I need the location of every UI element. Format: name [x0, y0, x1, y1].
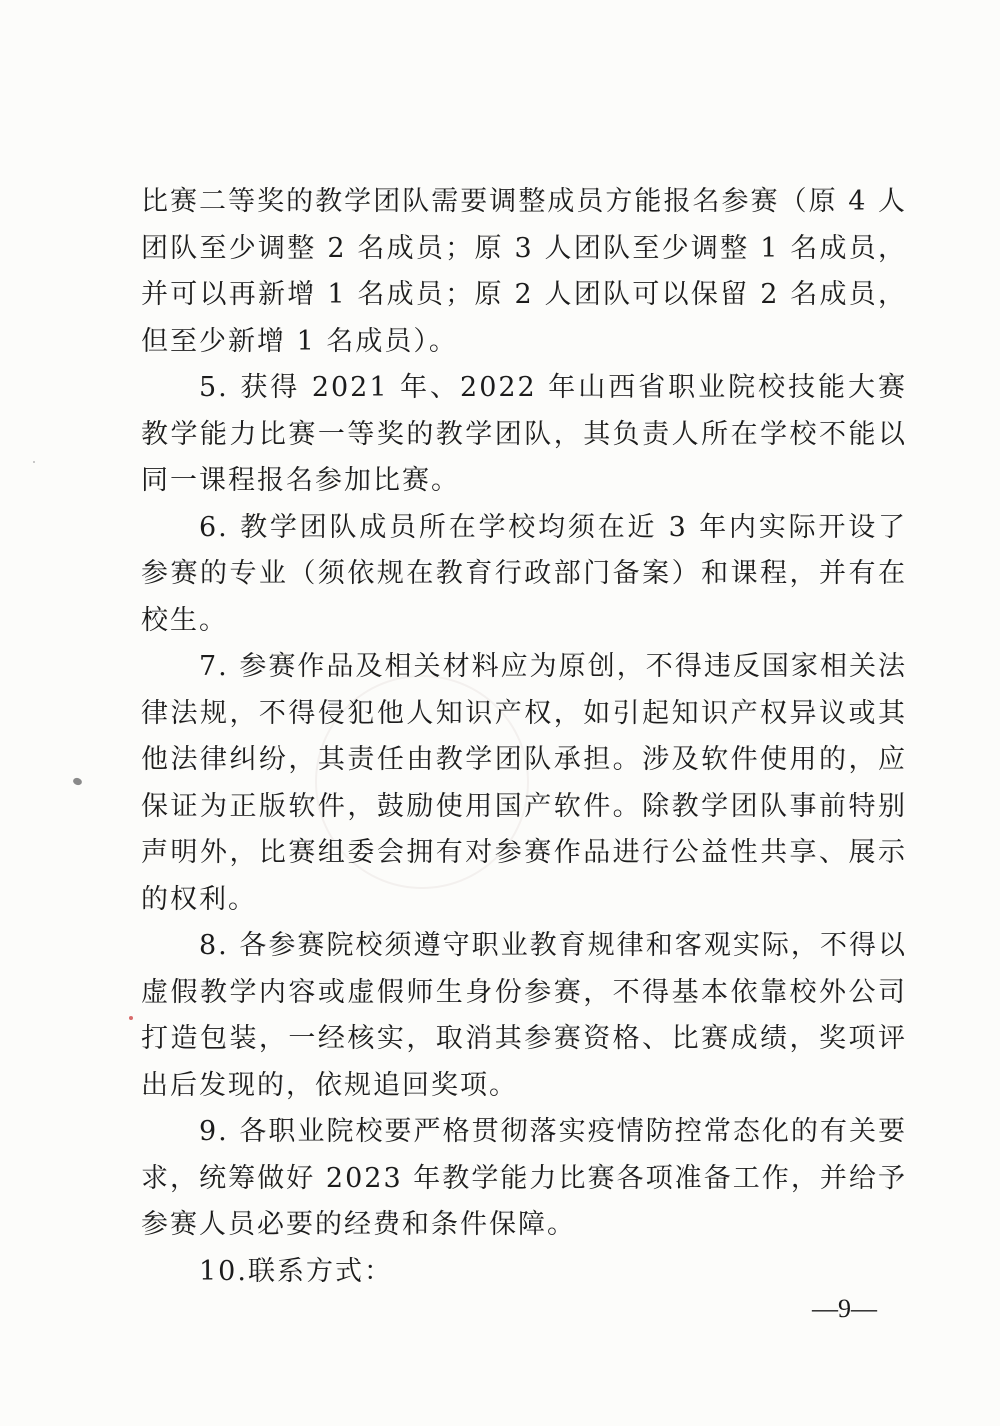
- scan-speck: [72, 777, 83, 787]
- document-body: [141, 179, 907, 1295]
- scan-speck: [33, 461, 35, 463]
- paragraph-item-6: 6. 教学团队成员所在学校均须在近 3 年内实际开设了参赛的专业（须依规在教育行政部门备案）和课程，并有在校生。: [141, 511, 907, 636]
- paragraph-item-7: 7. 参赛作品及相关材料应为原创，不得违反国家相关法律法规，不得侵犯他人知识产权，如引起知识产权异议或其他法律纠纷，其责任由教学团队承担。涉及软件使用的，应保证为正版软件，鼓励使用国产软件。除教学团队事前特别声明外，比赛组委会拥有对参赛作品进行公益性共享、展示的权利。: [141, 651, 907, 915]
- paragraph-continued: 比赛二等奖的教学团队需要调整成员方能报名参赛（原 4 人团队至少调整 2 名成员；原 3 人团队至少调整 1 名成员，并可以再新增 1 名成员；原 2 人团队可以保留 2 名成员，但至少新增 1 名成员）。: [141, 186, 907, 357]
- paragraph-item-5: 5. 获得 2021 年、2022 年山西省职业院校技能大赛教学能力比赛一等奖的教学团队，其负责人所在学校不能以同一课程报名参加比赛。: [141, 372, 907, 496]
- paragraph-item-10: 10.联系方式：: [199, 1255, 393, 1287]
- paragraph-item-8: 8. 各参赛院校须遵守职业教育规律和客观实际，不得以虚假教学内容或虚假师生身份参赛，不得基本依靠校外公司打造包装，一经核实，取消其参赛资格、比赛成绩，奖项评出后发现的，依规追回奖项。: [141, 930, 907, 1101]
- paragraph-item-9: 9. 各职业院校要严格贯彻落实疫情防控常态化的有关要求，统筹做好 2023 年教学能力比赛各项准备工作，并给予参赛人员必要的经费和条件保障。: [141, 1116, 907, 1240]
- scan-speck: [129, 1016, 133, 1020]
- page-number: —9—: [812, 1294, 877, 1323]
